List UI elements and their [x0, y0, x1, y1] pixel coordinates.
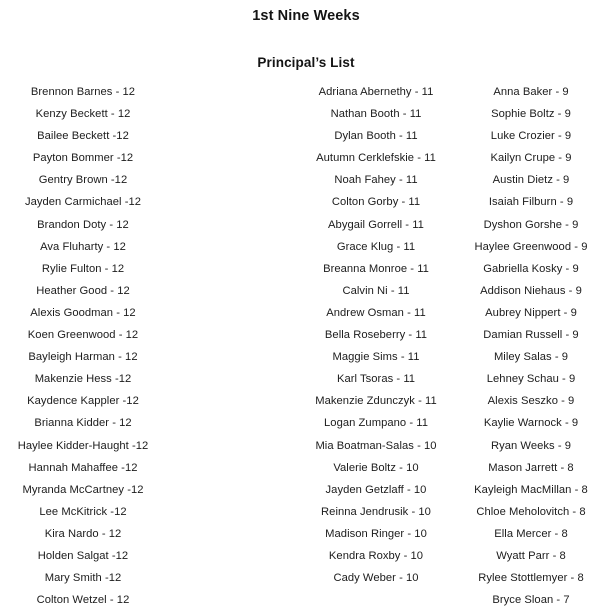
student-entry: Valerie Boltz - 10: [333, 461, 419, 474]
student-entry: Calvin Ni - 11: [342, 284, 410, 297]
page-title: 1st Nine Weeks: [252, 8, 360, 24]
section-heading-principals-list: Principal’s List: [257, 55, 355, 70]
student-entry: Grace Klug - 11: [336, 240, 416, 253]
student-entry: Karl Tsoras - 11: [336, 373, 416, 386]
student-entry: Mason Jarrett - 8: [488, 461, 574, 474]
student-entry: Wyatt Parr - 8: [496, 549, 566, 562]
student-entry: Adriana Abernethy - 11: [318, 86, 434, 98]
student-entry: Bella Roseberry - 11: [324, 329, 428, 342]
student-entry: Colton Gorby - 11: [331, 196, 421, 209]
student-entry: Colton Wetzel - 12: [36, 594, 130, 607]
student-entry: Makenzie Hess -12: [34, 373, 132, 386]
student-entry: Heather Good - 12: [36, 284, 130, 297]
student-entry: Kendra Roxby - 10: [328, 549, 424, 562]
student-entry: Haylee Kidder-Haught -12: [17, 439, 149, 452]
student-entry: Aubrey Nippert - 9: [485, 306, 577, 319]
student-entry: Chloe Meholovitch - 8: [476, 505, 586, 518]
name-column-1: [6, 81, 298, 611]
student-entry: Breanna Monroe - 11: [323, 262, 429, 275]
student-entry: Kira Nardo - 12: [44, 527, 122, 540]
student-entry: Addison Niehaus - 9: [480, 284, 582, 297]
student-entry: Logan Zumpano - 11: [324, 417, 428, 430]
student-entry: Ella Mercer - 8: [494, 527, 568, 540]
student-entry: Kayleigh MacMillan - 8: [474, 483, 588, 496]
student-entry: Luke Crozier - 9: [490, 130, 572, 143]
student-entry: Payton Bommer -12: [32, 152, 134, 165]
student-entry: Gentry Brown -12: [38, 174, 128, 187]
student-entry: Dyshon Gorshe - 9: [483, 218, 579, 231]
student-entry-empty: [298, 589, 454, 611]
student-entry: Autumn Cerklefskie - 11: [316, 152, 436, 165]
student-entry: Damian Russell - 9: [483, 329, 579, 342]
student-entry: Jayden Carmichael -12: [24, 196, 142, 209]
student-entry: Rylie Fulton - 12: [41, 262, 125, 275]
student-entry: Brandon Doty - 12: [37, 218, 129, 231]
student-entry: Cady Weber - 10: [333, 572, 419, 585]
student-entry: Kaylie Warnock - 9: [483, 417, 579, 430]
student-entry: Alexis Goodman - 12: [30, 306, 136, 319]
student-entry: Kaydence Kappler -12: [27, 395, 139, 408]
student-entry: Bayleigh Harman - 12: [28, 351, 138, 364]
student-entry: Anna Baker - 9: [493, 86, 569, 98]
student-entry: Madison Ringer - 10: [325, 527, 427, 540]
student-entry: Rylee Stottlemyer - 8: [478, 572, 584, 585]
student-entry: Bryce Sloan - 7: [492, 594, 570, 607]
student-entry: Reinna Jendrusik - 10: [321, 505, 431, 518]
student-entry: Alexis Seszko - 9: [487, 395, 575, 408]
student-entry: Maggie Sims - 11: [332, 351, 420, 364]
student-entry: Noah Fahey - 11: [334, 174, 418, 187]
student-entry: Abygail Gorrell - 11: [328, 218, 424, 231]
student-entry: Dylan Booth - 11: [334, 130, 418, 143]
student-entry: Makenzie Zdunczyk - 11: [315, 395, 437, 408]
student-entry: Andrew Osman - 11: [326, 306, 426, 319]
student-entry: Bailee Beckett -12: [37, 130, 129, 143]
student-entry: Myranda McCartney -12: [22, 483, 144, 496]
student-entry: Koen Greenwood - 12: [27, 329, 139, 342]
student-entry: Kailyn Crupe - 9: [490, 152, 572, 165]
name-columns-container: [0, 81, 612, 611]
name-column-3: [454, 81, 608, 611]
student-entry: Hannah Mahaffee -12: [28, 461, 138, 474]
student-entry: Isaiah Filburn - 9: [488, 196, 574, 209]
student-entry: Gabriella Kosky - 9: [483, 262, 579, 275]
student-entry: Miley Salas - 9: [493, 351, 569, 364]
student-entry: Haylee Greenwood - 9: [474, 240, 588, 253]
name-column-2: [298, 81, 454, 611]
student-entry: Brianna Kidder - 12: [34, 417, 132, 430]
student-entry: Lee McKitrick -12: [39, 505, 127, 518]
student-entry: Austin Dietz - 9: [492, 174, 570, 187]
student-entry: Brennon Barnes - 12: [30, 86, 136, 98]
student-entry: Mary Smith -12: [44, 572, 122, 585]
student-entry: Ava Fluharty - 12: [40, 240, 126, 253]
student-entry: Kenzy Beckett - 12: [35, 108, 131, 121]
student-entry: Lehney Schau - 9: [486, 373, 576, 386]
student-entry: Nathan Booth - 11: [330, 108, 422, 121]
student-entry: Ryan Weeks - 9: [490, 439, 572, 452]
student-entry: Holden Salgat -12: [37, 549, 129, 562]
student-entry: Mia Boatman-Salas - 10: [315, 439, 437, 452]
student-entry: Sophie Boltz - 9: [491, 108, 571, 121]
student-entry: Jayden Getzlaff - 10: [325, 483, 427, 496]
